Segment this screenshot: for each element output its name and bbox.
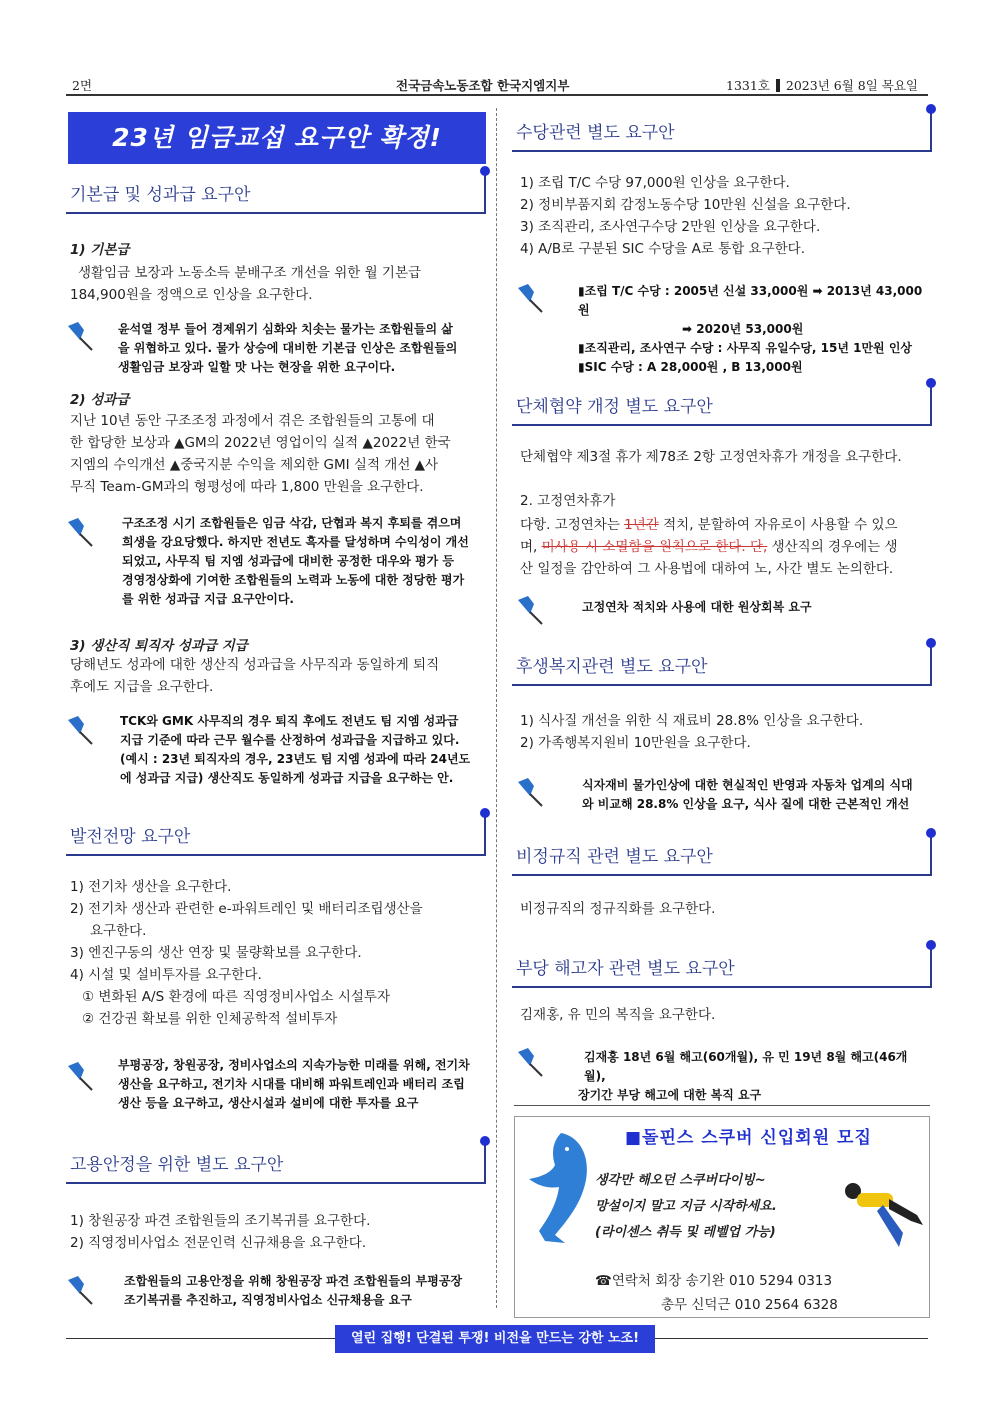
paragraph: 생활임금 보장과 노동소득 분배구조 개선을 위한 월 기본급 xyxy=(78,265,422,281)
list-item: 3) 엔진구동의 생산 연장 및 물량확보를 요구한다. xyxy=(70,945,362,961)
paragraph: 김재홍, 유 민의 복직을 요구한다. xyxy=(520,1007,716,1023)
note-line: 식자재비 물가인상에 대한 현실적인 반영과 자동차 업계의 식대 xyxy=(582,778,913,792)
section-title: 후생복지관련 별도 요구안 xyxy=(516,657,708,677)
text: 며, xyxy=(520,539,542,555)
list-item: ① 변화된 A/S 환경에 따른 직영정비사업소 시설투자 xyxy=(82,989,390,1005)
list-item: 1) 창원공장 파견 조합원들의 조기복귀를 요구한다. xyxy=(70,1213,371,1229)
heading-dot xyxy=(480,166,490,176)
heading-dot xyxy=(926,638,936,648)
heading-dot xyxy=(926,940,936,950)
text: 다항. 고정연차는 xyxy=(520,517,625,533)
note-line: 생산 등을 요구하고, 생산시설과 설비에 대한 투자를 요구 xyxy=(118,1096,419,1110)
text-line: 산 일정을 감안하여 그 사용법에 대하여 노, 사간 별도 논의한다. xyxy=(520,561,894,577)
paragraph: 2. 고정연차휴가 xyxy=(520,493,616,509)
pushpin-icon xyxy=(62,712,98,748)
note-line: ▮조립 T/C 수당 : 2005년 신설 33,000원 ➡ 2013년 43,000원 xyxy=(578,284,923,317)
note-line: 을 위협하고 있다. 물가 상승에 대비한 기본급 인상은 조합원들의 xyxy=(118,341,458,355)
section-heading-irregular xyxy=(512,836,932,876)
note-retiree xyxy=(120,712,482,788)
ad-title: ■돌핀스 스쿠버 신입회원 모집 xyxy=(625,1128,872,1148)
ad-line: (라이센스 취득 및 레벨업 가능) xyxy=(595,1225,776,1240)
text: 적치, 분할하여 자유로이 사용할 수 있으 xyxy=(658,517,898,533)
separator-bar xyxy=(776,79,780,92)
struck-text: 미사용 시 소멸함을 원칙으로 한다. 단, xyxy=(541,539,768,555)
note-line: 조합원들의 고용안정을 위해 창원공장 파견 조합원들의 부평공장 xyxy=(124,1274,463,1288)
pushpin-icon xyxy=(512,1044,548,1080)
note-line: 생산을 요구하고, 전기차 시대를 대비해 파워트레인과 배터리 조립 xyxy=(118,1077,465,1091)
list-item: 2) 직영정비사업소 전문인력 신규채용을 요구한다. xyxy=(70,1235,367,1251)
note-bonus xyxy=(122,514,482,609)
note-allowance xyxy=(578,282,928,377)
ad-line: 망설이지 말고 지금 시작하세요. xyxy=(595,1199,777,1214)
page-number: 2면 xyxy=(72,78,93,93)
note-line: 생활임금 보장과 일할 맛 나는 현장을 위한 요구이다. xyxy=(118,360,396,374)
org-name: 전국금속노동조합 한국지엠지부 xyxy=(396,78,570,93)
list-item: 1) 식사질 개선을 위한 식 재료비 28.8% 인상을 요구한다. xyxy=(520,713,864,729)
note-line: (예시 : 23년 퇴직자의 경우, 23년도 팀 지엠 성과에 따라 24년도 xyxy=(120,752,471,766)
text-line xyxy=(520,514,930,536)
note-line: 를 위한 성과급 지급 요구안이다. xyxy=(122,592,294,606)
contact-line: 총무 신덕근 010 2564 6328 xyxy=(661,1297,838,1313)
note-line: 부평공장, 창원공장, 정비사업소의 지속가능한 미래를 위해, 전기차 xyxy=(118,1058,470,1072)
note-line: 윤석열 정부 들어 경제위기 심화와 치솟는 물가는 조합원들의 삶 xyxy=(118,322,453,336)
note-line: 희생을 강요당했다. 하지만 전년도 흑자를 달성하며 수익성이 개선 xyxy=(122,535,469,549)
text-line xyxy=(520,536,930,558)
note-line: ➡ 2020년 53,000원 xyxy=(682,322,804,336)
issue-number: 1331호 xyxy=(726,78,770,93)
heading-dot xyxy=(480,808,490,818)
paragraph: 비정규직의 정규직화를 요구한다. xyxy=(520,901,716,917)
section-heading-welfare xyxy=(512,646,932,686)
pushpin-icon xyxy=(62,318,98,354)
list-item: 4) 시설 및 설비투자를 요구한다. xyxy=(70,967,262,983)
header-rule xyxy=(66,94,928,96)
section-title: 부당 해고자 관련 별도 요구안 xyxy=(516,959,735,979)
list-item: 2) 전기차 생산과 관련한 e-파워트레인 및 배터리조립생산을 xyxy=(70,901,423,917)
note-line: ▮SIC 수당 : A 28,000원 , B 13,000원 xyxy=(578,360,803,374)
note-line: 김재홍 18년 6월 해고(60개월), 유 민 19년 8월 해고(46개월), xyxy=(584,1050,908,1083)
pushpin-icon xyxy=(512,280,548,316)
note-line: 장기간 부당 해고에 대한 복직 요구 xyxy=(578,1088,762,1102)
ad-line: 생각만 해오던 스쿠버다이빙~ xyxy=(595,1173,766,1188)
pushpin-icon xyxy=(62,514,98,550)
note-line: 지급 기준에 따라 근무 월수를 산정하여 성과급을 지급하고 있다. xyxy=(120,733,460,747)
note-line: TCK와 GMK 사무직의 경우 퇴직 후에도 전년도 팀 지엠 성과급 xyxy=(120,714,459,728)
subheading-retiree: 3) 생산직 퇴직자 성과급 지급 xyxy=(70,638,248,654)
text-line: 한 합당한 보상과 ▲GM의 2022년 영업이익 실적 ▲2022년 한국 xyxy=(70,435,451,451)
list-item: 3) 조직관리, 조사연구수당 2만원 인상을 요구한다. xyxy=(520,219,821,235)
section-heading-dismissal xyxy=(512,948,932,988)
footer-slogan: 열린 집행! 단결된 투쟁! 비전을 만드는 강한 노조! xyxy=(335,1325,655,1353)
text-line: 후에도 지급을 요구한다. xyxy=(70,679,214,695)
list-item: 2) 정비부품지회 감정노동수당 10만원 신설을 요구한다. xyxy=(520,197,851,213)
scuba-club-ad xyxy=(514,1116,930,1318)
section-heading-employment xyxy=(66,1144,486,1184)
paragraph: 184,900원을 정액으로 인상을 요구한다. xyxy=(70,287,313,303)
section-heading-allowance xyxy=(512,112,932,152)
list-employment xyxy=(70,1210,482,1254)
section-title: 비정규직 관련 별도 요구안 xyxy=(516,847,713,867)
section-heading-outlook xyxy=(66,816,486,856)
heading-dot xyxy=(926,104,936,114)
text-line: 당해년도 성과에 대한 생산직 성과급을 사무직과 동일하게 퇴직 xyxy=(70,657,440,673)
note-line: 에 성과급 지급) 생산직도 동일하게 성과급 지급을 요구하는 안. xyxy=(120,771,454,785)
subheading-base-pay: 1) 기본급 xyxy=(70,242,130,258)
text-line: 지난 10년 동안 구조조정 과정에서 겪은 조합원들의 고통에 대 xyxy=(70,413,435,429)
note-line: 경영정상화에 기여한 조합원들의 노력과 노동에 대한 정당한 평가 xyxy=(122,573,465,587)
list-item: 1) 전기차 생산을 요구한다. xyxy=(70,879,232,895)
note-line: 되었고, 사무직 팀 지엠 성과급에 대비한 공정한 대우와 평가 등 xyxy=(122,554,454,568)
list-item: 1) 조립 T/C 수당 97,000원 인상을 요구한다. xyxy=(520,175,790,191)
page-header xyxy=(66,74,928,96)
section-title: 발전전망 요구안 xyxy=(70,827,191,847)
section-title: 고용안정을 위한 별도 요구안 xyxy=(70,1155,284,1175)
list-outlook xyxy=(70,876,482,1030)
text-line: 무직 Team-GM과의 형평성에 따라 1,800 만원을 요구한다. xyxy=(70,479,424,495)
note-agreement: 고정연차 적치와 사용에 대한 원상회복 요구 xyxy=(582,600,812,614)
column-divider xyxy=(496,108,497,1308)
note-line: ▮조직관리, 조사연구 수당 : 사무직 유일수당, 15년 1만원 인상 xyxy=(578,341,913,355)
heading-dot xyxy=(926,828,936,838)
list-item: 2) 가족행복지원비 10만원을 요구한다. xyxy=(520,735,751,751)
note-line: 구조조정 시기 조합원들은 임금 삭감, 단협과 복지 후퇴를 겪으며 xyxy=(122,516,462,530)
issue-date: 2023년 6월 8일 목요일 xyxy=(785,78,918,93)
note-welfare xyxy=(582,776,928,814)
dolphin-icon xyxy=(521,1127,601,1247)
paragraph-bonus xyxy=(70,410,482,498)
text-line: 지엠의 수익개선 ▲중국지분 수익을 제외한 GMI 실적 개선 ▲사 xyxy=(70,457,439,473)
amended-clause xyxy=(520,514,930,580)
text: 생산직의 경우에는 생 xyxy=(767,539,898,555)
pushpin-icon xyxy=(512,592,548,628)
list-item: ② 건강권 확보를 위한 인체공학적 설비투자 xyxy=(82,1011,338,1027)
paragraph: 단체협약 제3절 휴가 제78조 2항 고정연차휴가 개정을 요구한다. xyxy=(520,449,902,465)
note-employment xyxy=(124,1272,484,1310)
heading-dot xyxy=(926,378,936,388)
diver-icon xyxy=(833,1173,927,1253)
contact-line: ☎연락처 회장 송기완 010 5294 0313 xyxy=(595,1273,833,1289)
heading-dot xyxy=(480,1136,490,1146)
pushpin-icon xyxy=(62,1058,98,1094)
list-allowance xyxy=(520,172,930,260)
section-title: 단체협약 개정 별도 요구안 xyxy=(516,397,713,417)
note-line: 와 비교해 28.8% 인상을 요구, 식사 질에 대한 근본적인 개선 xyxy=(582,797,910,811)
pushpin-icon xyxy=(512,774,548,810)
section-title: 수당관련 별도 요구안 xyxy=(516,123,675,143)
issue-info xyxy=(726,76,918,94)
subheading-bonus: 2) 성과급 xyxy=(70,392,130,408)
section-heading-agreement xyxy=(512,386,932,426)
pushpin-icon xyxy=(62,1272,98,1308)
note-outlook xyxy=(118,1056,482,1113)
headline-banner: 23년 임금교섭 요구안 확정! xyxy=(68,112,486,164)
note-line: 조기복귀를 추진하고, 직영정비사업소 신규채용을 요구 xyxy=(124,1293,412,1307)
note-dismissal xyxy=(578,1048,928,1105)
paragraph-retiree xyxy=(70,654,482,698)
note-base-pay xyxy=(118,320,478,377)
list-item: 요구한다. xyxy=(90,923,147,939)
struck-text: 1년간 xyxy=(624,517,659,533)
ad-rule xyxy=(514,1105,930,1106)
list-welfare xyxy=(520,710,930,754)
section-heading-wage xyxy=(66,174,486,214)
list-item: 4) A/B로 구분된 SIC 수당을 A로 통합 요구한다. xyxy=(520,241,806,257)
section-title: 기본급 및 성과급 요구안 xyxy=(70,185,251,205)
